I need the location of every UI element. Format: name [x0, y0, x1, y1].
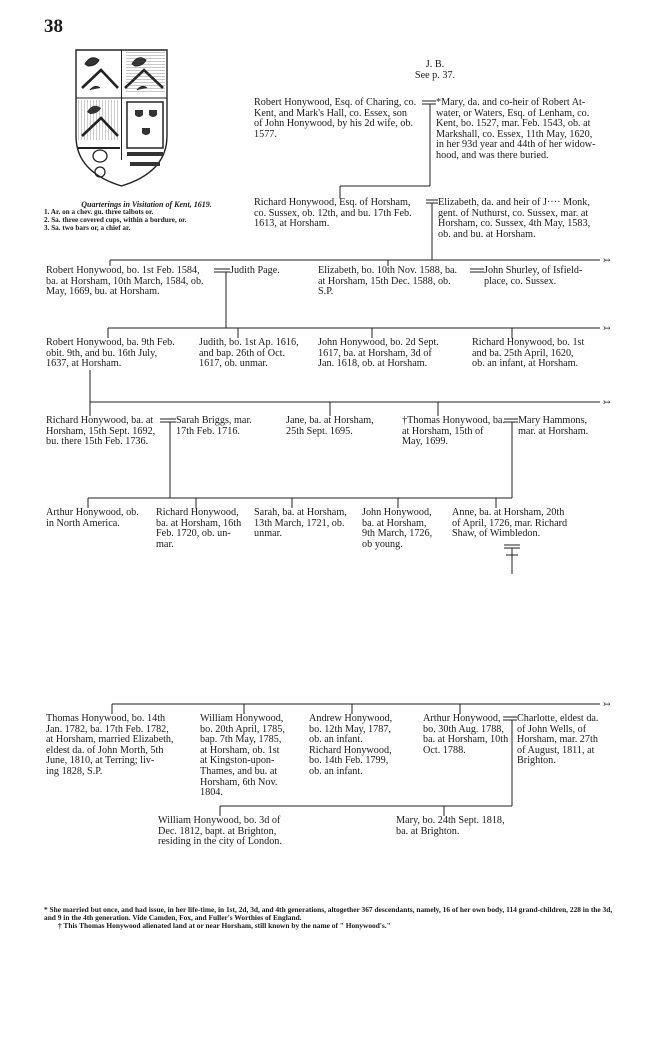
richard-honywood-1692: Richard Honywood, ba. at Horsham, 15th Sept. 1692, bu. there 15th Feb. 1736. — [46, 415, 156, 448]
judith-1616: Judith, bo. 1st Ap. 1616, and bap. 26th of Oct. 1617, ob. unmar. — [199, 337, 299, 370]
john-shurley: John Shurley, of Isfield- place, co. Sussex. — [484, 265, 583, 287]
robert-honywood-charing: Robert Honywood, Esq. of Charing, co. Kent, and Mark's Hall, co. Essex, son of John Honywood, by his 2d wife, ob. 1577. — [254, 97, 417, 140]
svg-text:↣: ↣ — [603, 699, 611, 709]
footnote-star: * She married but once, and had issue, in her life-time, in 1st, 2d, 3d, and 4th generations, altogether 367 descendants, namely, 16 of her own body, 114 grand-children, 228 in the 3d, and 9 in the 4th generation. Vide Camden, Fox, and Fuller's Worthies of England. — [44, 905, 613, 923]
svg-text:↣: ↣ — [603, 397, 611, 407]
richard-honywood-1620: Richard Honywood, bo. 1st and ba. 25th April, 1620, ob. an infant, at Horsham. — [472, 337, 585, 370]
quartering-2: 2. Sa. three covered cups, within a bordure, or. — [44, 215, 187, 224]
mary-atwater: *Mary, da. and co-heir of Robert At- water, or Waters, Esq. of Lenham, co. Kent, bo. 1527, mar. Feb. 1543, ob. at Markshall, co. Essex, 11th May, 1620, in her 93d year and 44th of her widow- hood, and was there buried. — [436, 97, 596, 161]
richard-honywood-1720: Richard Honywood, ba. at Horsham, 16th Feb. 1720, ob. un- mar. — [156, 507, 242, 550]
ref-initials: J. B. — [425, 59, 445, 70]
robert-honywood-1584: Robert Honywood, bo. 1st Feb. 1584, ba. at Horsham, 10th March, 1584, ob. May, 1669, bu. at Horsham. — [46, 265, 204, 298]
richard-honywood-horsham: Richard Honywood, Esq. of Horsham, co. Sussex, ob. 12th, and bu. 17th Feb. 1613, at Horsham. — [254, 197, 412, 230]
judith-page: Judith Page. — [230, 265, 280, 276]
robert-honywood-1637: Robert Honywood, ba. 9th Feb. obit. 9th, and bu. 16th July, 1637, at Horsham. — [46, 337, 175, 370]
sarah-briggs: Sarah Briggs, mar. 17th Feb. 1716. — [176, 415, 252, 437]
quartering-1: 1. Ar. on a chev. gu. three talbots or. — [44, 208, 154, 216]
elizabeth-monk: Elizabeth, da. and heir of J···· Monk, gent. of Nuthurst, co. Sussex, mar. at Horsham, co. Sussex, 4th May, 1583, ob. and bu. at Horsham. — [438, 197, 591, 240]
john-honywood-1617: John Honywood, bo. 2d Sept. 1617, ba. at Horsham, 3d of Jan. 1618, ob. at Horsham. — [318, 337, 439, 370]
arthur-honywood-america: Arthur Honywood, ob. in North America. — [46, 507, 139, 529]
john-honywood-1726: John Honywood, ba. at Horsham, 9th March, 1726, ob young. — [362, 507, 433, 550]
footnote-dagger: † This Thomas Honywood alienated land at or near Horsham, still known by the name of " Honywood's." — [58, 921, 391, 931]
william-honywood-1785: William Honywood, bo. 20th April, 1785, bap. 7th May, 1785, at Horsham, ob. 1st at Kingston-upon- Thames, and bu. at Horsham, 6th Nov. 1804. — [200, 713, 285, 799]
page-number: 38 — [44, 16, 63, 37]
quartering-3: 3. Sa. two bars or, a chief ar. — [44, 223, 131, 232]
sarah-1721: Sarah, ba. at Horsham, 13th March, 1721, ob. unmar. — [254, 507, 347, 540]
footnotes — [44, 906, 624, 931]
andrew-richard-honywood: Andrew Honywood, bo. 12th May, 1787, ob. an infant. Richard Honywood, bo. 14th Feb. 1799, ob. an infant. — [309, 713, 393, 777]
anne-1726: Anne, ba. at Horsham, 20th of April, 1726, mar. Richard Shaw, of Wimbledon. — [452, 507, 568, 540]
mary-1818: Mary, bo. 24th Sept. 1818, ba. at Brighton. — [396, 815, 505, 837]
svg-text:↣: ↣ — [603, 255, 611, 265]
thomas-honywood-1699: †Thomas Honywood, ba. at Horsham, 15th of May, 1699. — [402, 415, 505, 448]
william-honywood-1812: William Honywood, bo. 3d of Dec. 1812, bapt. at Brighton, residing in the city of London. — [158, 815, 282, 848]
quarterings-title: Quarterings in Visitation of Kent, 1619. — [81, 200, 212, 209]
svg-text:↣: ↣ — [603, 323, 611, 333]
ref-see: See p. 37. — [414, 70, 456, 81]
thomas-honywood-1782: Thomas Honywood, bo. 14th Jan. 1782, ba. 17th Feb. 1782, at Horsham, married Elizabeth, eldest da. of John Morth, 5th June, 1810, at Terring; liv- ing 1828, S.P. — [46, 713, 174, 777]
mary-hammons: Mary Hammons, mar. at Horsham. — [518, 415, 589, 437]
arthur-honywood-1788: Arthur Honywood, bo. 30th Aug. 1788, ba. at Horsham, 10th Oct. 1788. — [423, 713, 509, 756]
elizabeth-1588: Elizabeth, bo. 10th Nov. 1588, ba. at Horsham, 15th Dec. 1588, ob. S.P. — [318, 265, 458, 298]
jane-1695: Jane, ba. at Horsham, 25th Sept. 1695. — [286, 415, 374, 437]
charlotte-wells: Charlotte, eldest da. of John Wells, of Horsham, mar. 27th of August, 1811, at Brighton. — [517, 713, 599, 767]
